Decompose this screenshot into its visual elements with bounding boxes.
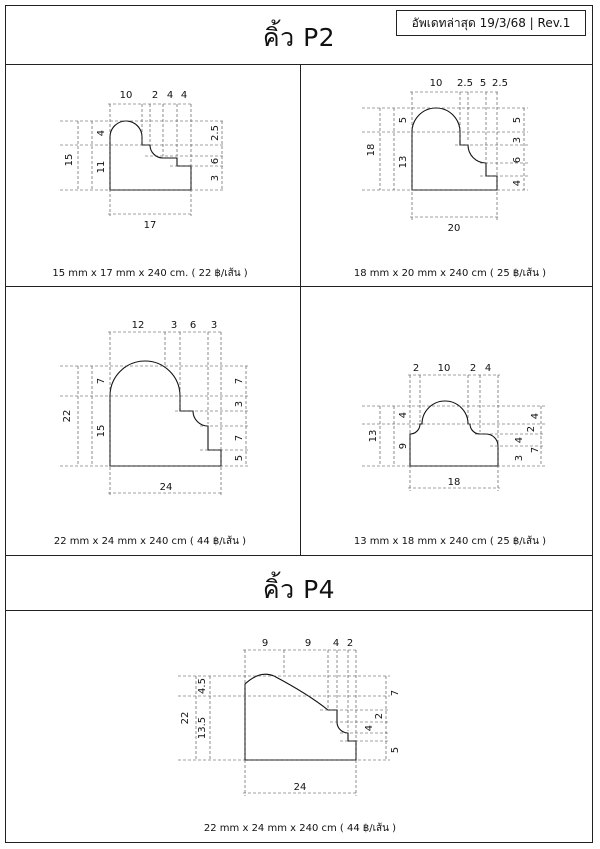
top-dim: 2.5 <box>457 78 473 89</box>
profile-card-5 <box>150 610 450 843</box>
left-total-dim: 18 <box>366 143 377 157</box>
profile-drawing-3 <box>0 286 300 555</box>
profile-card-1 <box>0 64 300 286</box>
bottom-width-dim: 18 <box>447 477 461 488</box>
left-dim: 5 <box>398 116 409 124</box>
profile-drawing-1 <box>0 64 300 286</box>
profile-drawing-2 <box>300 64 600 286</box>
right-dim: 3 <box>210 174 221 182</box>
left-dim: 15 <box>96 424 107 438</box>
bottom-width-dim: 24 <box>159 482 173 493</box>
profile-outline <box>245 674 356 760</box>
divider-row-2 <box>5 555 593 556</box>
right-dim: 6 <box>210 157 221 165</box>
top-dim: 2.5 <box>492 78 508 89</box>
top-dim: 9 <box>304 638 312 649</box>
right-dim: 3 <box>512 136 523 144</box>
left-dim: 11 <box>96 160 107 174</box>
profile-caption: 22 mm x 24 mm x 240 cm ( 44 ฿/เส้น ) <box>53 536 247 547</box>
right-dim: 3 <box>514 454 525 462</box>
right-dim: 4 <box>512 179 523 187</box>
top-dim: 2 <box>469 363 477 374</box>
top-dim: 10 <box>429 78 443 89</box>
right-dim: 4 <box>514 436 525 444</box>
section-title-p2: คิ้ว P2 <box>262 23 336 52</box>
profile-card-3 <box>0 286 300 555</box>
profile-drawing-5 <box>150 610 450 843</box>
left-total-dim: 22 <box>180 711 191 725</box>
bottom-width-dim: 20 <box>447 223 461 234</box>
left-dim: 4 <box>398 411 409 419</box>
top-dim: 2 <box>412 363 420 374</box>
section-title-p4: คิ้ว P4 <box>262 575 336 604</box>
profile-caption: 15 mm x 17 mm x 240 cm. ( 22 ฿/เส้น ) <box>52 268 248 279</box>
top-dim: 4 <box>166 90 174 101</box>
top-dim: 6 <box>189 320 197 331</box>
top-dim: 5 <box>479 78 487 89</box>
right-dim: 2 <box>526 425 537 433</box>
top-dim: 4 <box>484 363 492 374</box>
right-dim: 6 <box>512 156 523 164</box>
left-dim: 13 <box>398 155 409 169</box>
left-total-dim: 15 <box>64 153 75 167</box>
right-dim: 7 <box>234 377 245 385</box>
right-dim: 2.5 <box>210 125 221 141</box>
right-dim: 4 <box>364 724 375 732</box>
profile-drawing-4 <box>300 286 600 555</box>
top-dim: 2 <box>151 90 159 101</box>
profile-caption: 22 mm x 24 mm x 240 cm ( 44 ฿/เส้น ) <box>203 823 397 834</box>
left-dim: 4.5 <box>197 678 208 694</box>
left-dim: 9 <box>398 442 409 450</box>
top-dim: 10 <box>437 363 451 374</box>
left-dim: 4 <box>96 129 107 137</box>
left-dim: 7 <box>96 377 107 385</box>
profile-outline <box>110 121 191 190</box>
right-dim: 4 <box>530 412 541 420</box>
right-dim: 3 <box>234 400 245 408</box>
profile-outline <box>410 401 498 466</box>
bottom-width-dim: 17 <box>143 220 157 231</box>
top-dim: 9 <box>261 638 269 649</box>
right-dim: 5 <box>390 746 401 754</box>
profile-outline <box>110 361 221 466</box>
profile-card-2 <box>300 64 600 286</box>
right-dim: 7 <box>234 434 245 442</box>
profile-card-4 <box>300 286 600 555</box>
right-dim: 7 <box>390 689 401 697</box>
top-dim: 4 <box>180 90 188 101</box>
left-dim: 13.5 <box>197 716 208 740</box>
left-total-dim: 22 <box>62 409 73 423</box>
right-dim: 5 <box>512 116 523 124</box>
top-dim: 4 <box>332 638 340 649</box>
top-dim: 2 <box>346 638 354 649</box>
top-dim: 12 <box>131 320 145 331</box>
top-dim: 10 <box>119 90 133 101</box>
right-dim: 5 <box>234 454 245 462</box>
top-dim: 3 <box>170 320 178 331</box>
bottom-width-dim: 24 <box>293 782 307 793</box>
profile-caption: 18 mm x 20 mm x 240 cm ( 25 ฿/เส้น ) <box>353 268 547 279</box>
left-total-dim: 13 <box>368 429 379 443</box>
right-dim: 2 <box>374 712 385 720</box>
update-revision-box: อัพเดทล่าสุด 19/3/68 | Rev.1 <box>396 10 586 36</box>
profile-caption: 13 mm x 18 mm x 240 cm ( 25 ฿/เส้น ) <box>353 536 547 547</box>
top-dim: 3 <box>210 320 218 331</box>
profile-outline <box>412 108 497 190</box>
right-dim: 7 <box>530 446 541 454</box>
